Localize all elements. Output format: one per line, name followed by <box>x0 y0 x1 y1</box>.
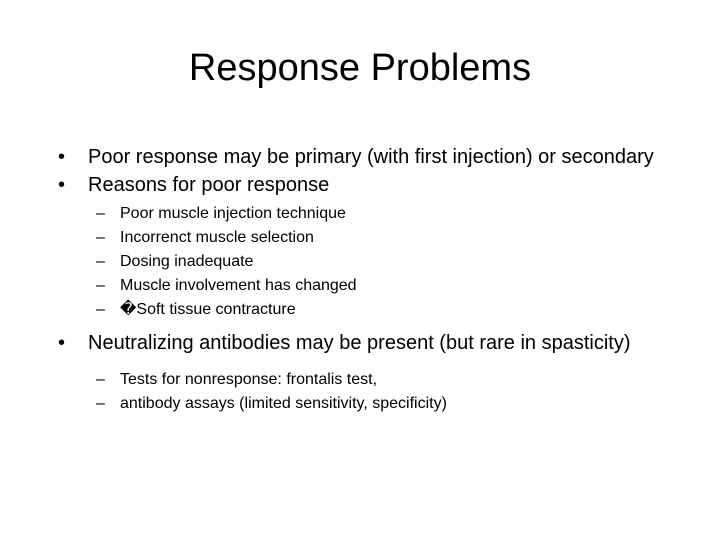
bullet-text: Neutralizing antibodies may be present (but rare in spasticity) <box>88 332 631 354</box>
sub-bullet-text: Poor muscle injection technique <box>120 205 346 222</box>
dash-icon: – <box>96 253 105 270</box>
sub-bullet-item <box>58 368 658 392</box>
sub-bullet-text: antibody assays (limited sensitivity, specificity) <box>120 395 447 412</box>
bullet-icon: • <box>58 146 66 168</box>
bullet-item <box>58 332 658 354</box>
slide-content <box>58 146 658 416</box>
bullet-item <box>58 146 658 168</box>
sub-bullet-item <box>58 250 658 274</box>
bullet-text: Poor response may be primary (with first injection) or secondary <box>88 146 654 168</box>
sub-bullet-text: Incorrenct muscle selection <box>120 229 314 246</box>
bullet-text: Reasons for poor response <box>88 174 330 196</box>
bullet-icon: • <box>58 332 66 354</box>
sub-bullet-text: Muscle involvement has changed <box>120 277 357 294</box>
sub-bullet-item <box>58 298 658 322</box>
dash-icon: – <box>96 301 105 318</box>
sub-bullet-item <box>58 392 658 416</box>
sub-bullet-item <box>58 274 658 298</box>
dash-icon: – <box>96 371 105 388</box>
sub-bullet-text: Dosing inadequate <box>120 253 254 270</box>
sub-bullet-text: Tests for nonresponse: frontalis test, <box>120 371 378 388</box>
dash-icon: – <box>96 229 105 246</box>
bullet-icon: • <box>58 174 66 196</box>
slide-title: Response Problems <box>188 47 532 89</box>
sub-bullet-text: �Soft tissue contracture <box>120 301 296 318</box>
sub-bullet-item <box>58 226 658 250</box>
dash-icon: – <box>96 395 105 412</box>
bullet-item <box>58 174 658 196</box>
sub-bullet-item <box>58 202 658 226</box>
dash-icon: – <box>96 205 105 222</box>
dash-icon: – <box>96 277 105 294</box>
